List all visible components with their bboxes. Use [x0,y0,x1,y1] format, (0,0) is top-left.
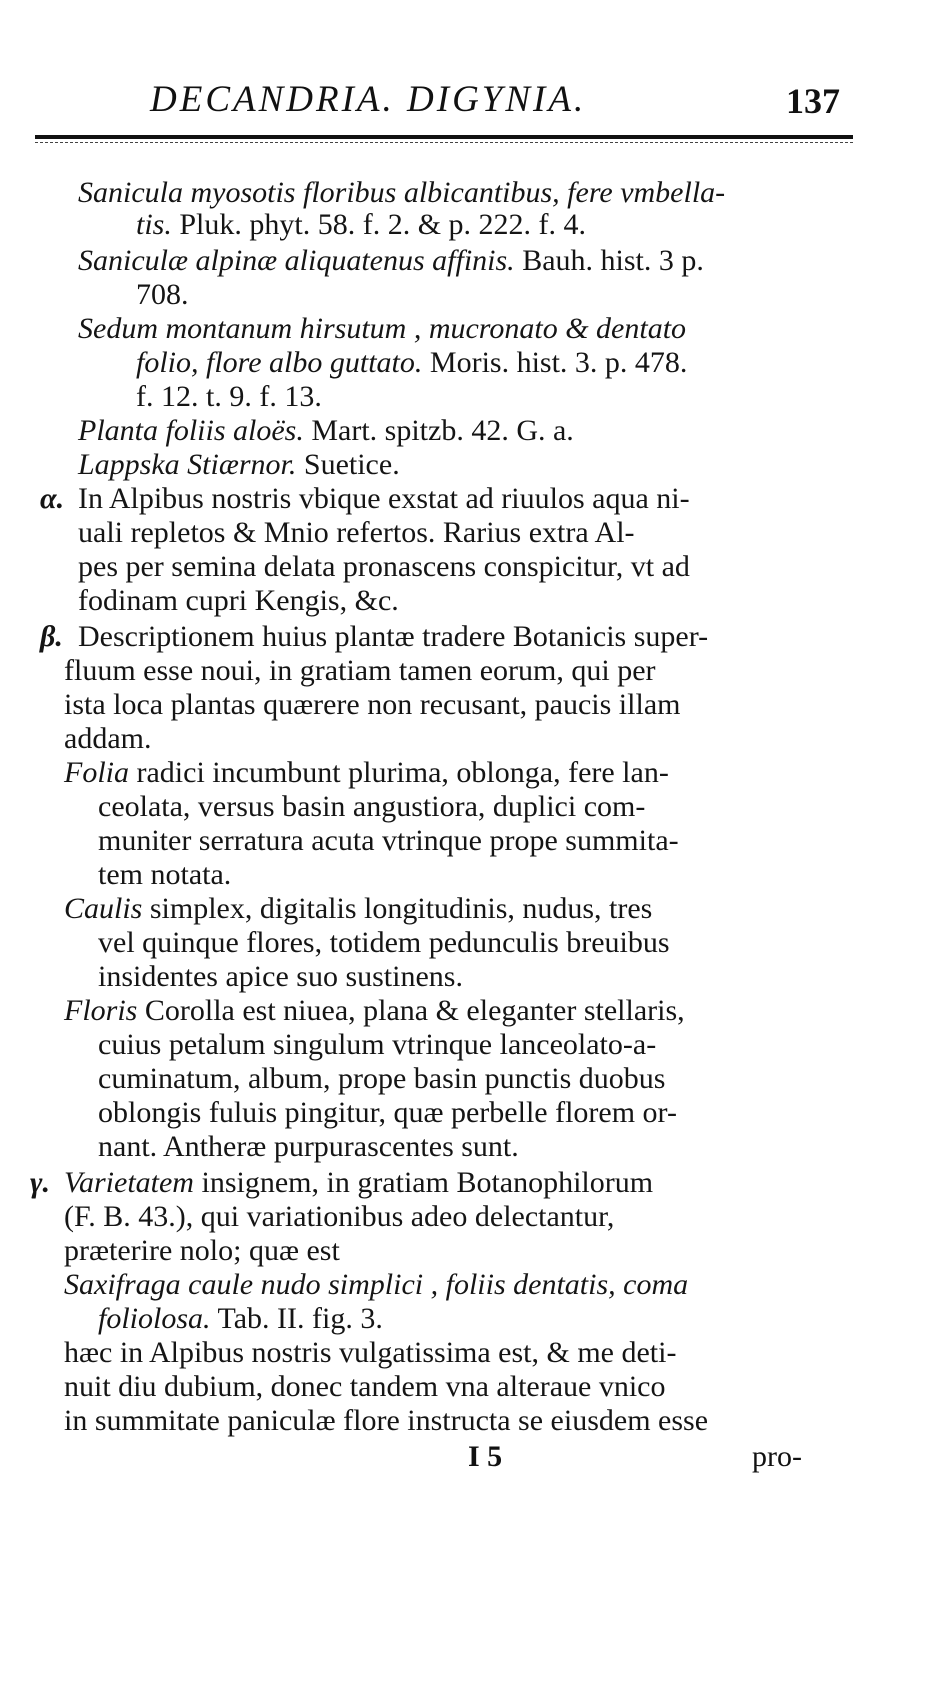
text-line [136,380,322,414]
signature-mark: I 5 [468,1440,503,1473]
text-line [64,722,151,756]
text-line [64,756,669,790]
roman-text: ista loca plantas quærere non recusant, paucis illam [64,688,681,721]
text-line [64,1234,340,1268]
roman-text: cuius petalum singulum vtrinque lanceolato-a- [98,1028,657,1061]
text-line [64,994,685,1028]
roman-text: Mart. spitzb. 42. G. a. [303,414,574,447]
text-line [98,1302,383,1336]
text-line [98,1130,519,1164]
italic-text: Varietatem [64,1166,194,1199]
roman-text: hæc in Alpibus nostris vulgatissima est, & me deti- [64,1336,677,1369]
paragraph-marker: γ. [30,1166,50,1199]
catchword: pro- [752,1440,802,1473]
text-line [98,1062,665,1096]
roman-text: Moris. hist. 3. p. 478. [422,346,688,379]
roman-text: insidentes apice suo sustinens. [98,960,463,993]
text-line [98,1028,656,1062]
roman-text: ceolata, versus basin angustiora, duplici com- [98,790,646,823]
italic-text: Folia [64,756,129,789]
roman-text: uali repletos & Mnio refertos. Rarius extra Al- [78,516,635,549]
roman-text: Suetice. [296,448,400,481]
roman-text: (F. B. 43.), qui variationibus adeo delectantur, [64,1200,615,1233]
header-rule [35,135,853,139]
text-line [64,1370,666,1404]
text-line [78,482,690,516]
text-line [64,1166,653,1200]
roman-text: præterire nolo; quæ est [64,1234,340,1267]
text-line [64,1336,676,1370]
italic-text: Caulis [64,892,143,925]
text-line [64,1268,688,1302]
italic-text: foliolosa. [98,1302,211,1335]
text-line [98,824,679,858]
roman-text: Descriptionem huius plantæ tradere Botanicis super- [78,620,709,653]
roman-text: nant. [98,1130,158,1163]
italic-text: Floris [64,994,138,1027]
text-line [78,550,690,584]
roman-text: fluum esse noui, in gratiam tamen eorum, qui per [64,654,656,687]
roman-text: fodinam cupri Kengis, &c. [78,584,399,617]
text-line [78,448,400,482]
text-line [78,414,574,448]
text-line [78,244,704,278]
italic-text: Sanicula myosotis floribus albicantibus, fere vmbella- [78,176,726,209]
text-line [136,208,586,242]
text-line [136,346,687,380]
roman-text: nuit diu dubium, donec tandem vna alteraue vnico [64,1370,666,1403]
paragraph-marker: β. [40,620,63,653]
italic-text: tis. [136,208,172,241]
italic-text: Sedum montanum hirsutum , mucronato & dentato [78,312,687,345]
text-line [98,1096,677,1130]
roman-text: Bauh. hist. 3 p. [514,244,704,277]
roman-text: muniter serratura acuta vtrinque prope summita- [98,824,679,857]
roman-text: Corolla est niuea, plana & eleganter stellaris, [137,994,685,1027]
roman-text: in summitate paniculæ flore instructa se eiusdem esse [64,1404,709,1437]
roman-text: cuminatum, album, prope basin punctis duobus [98,1062,666,1095]
paragraph-marker: α. [40,482,65,515]
text-line [78,176,725,210]
roman-text: addam. [64,722,152,755]
roman-text: oblongis fuluis pingitur, quæ perbelle florem or- [98,1096,677,1129]
text-line [78,516,635,550]
roman-text: Pluk. phyt. 58. f. 2. & p. 222. f. 4. [171,208,587,241]
roman-text: vel quinque flores, totidem pedunculis breuibus [98,926,670,959]
text-line [98,960,463,994]
italic-text: folio, flore albo guttato. [136,346,423,379]
roman-text: In Alpibus nostris vbique exstat ad riuulos aqua ni- [78,482,690,515]
roman-text: radici incumbunt plurima, oblonga, fere lan- [129,756,669,789]
text-line [136,278,189,312]
text-line [98,790,645,824]
text-line [64,892,652,926]
text-line [98,926,670,960]
roman-text: tem notata. [98,858,232,891]
roman-text: Tab. II. fig. 3. [210,1302,383,1335]
roman-text: Antheræ purpurascentes sunt. [157,1130,519,1163]
text-line [78,584,399,618]
italic-text: Lappska Stiærnor. [78,448,297,481]
text-line [64,688,680,722]
italic-text: Saniculæ alpinæ aliquatenus affinis. [78,244,515,277]
page-number: 137 [786,81,840,121]
text-line [64,1200,614,1234]
text-line [64,1404,708,1438]
roman-text: insignem, in gratiam Botanophilorum [193,1166,654,1199]
italic-text: Saxifraga caule nudo simplici , foliis dentatis, coma [64,1268,689,1301]
italic-text: Planta foliis aloës. [78,414,304,447]
roman-text: simplex, digitalis longitudinis, nudus, tres [142,892,653,925]
roman-text: 708. [136,278,189,311]
running-head: DECANDRIA. DIGYNIA. [150,79,587,120]
text-line [64,654,656,688]
page-header [150,78,870,128]
text-line [78,312,686,346]
text-line [78,620,708,654]
roman-text: f. 12. t. 9. f. 13. [136,380,322,413]
text-line [98,858,231,892]
roman-text: pes per semina delata pronascens conspicitur, vt ad [78,550,690,583]
